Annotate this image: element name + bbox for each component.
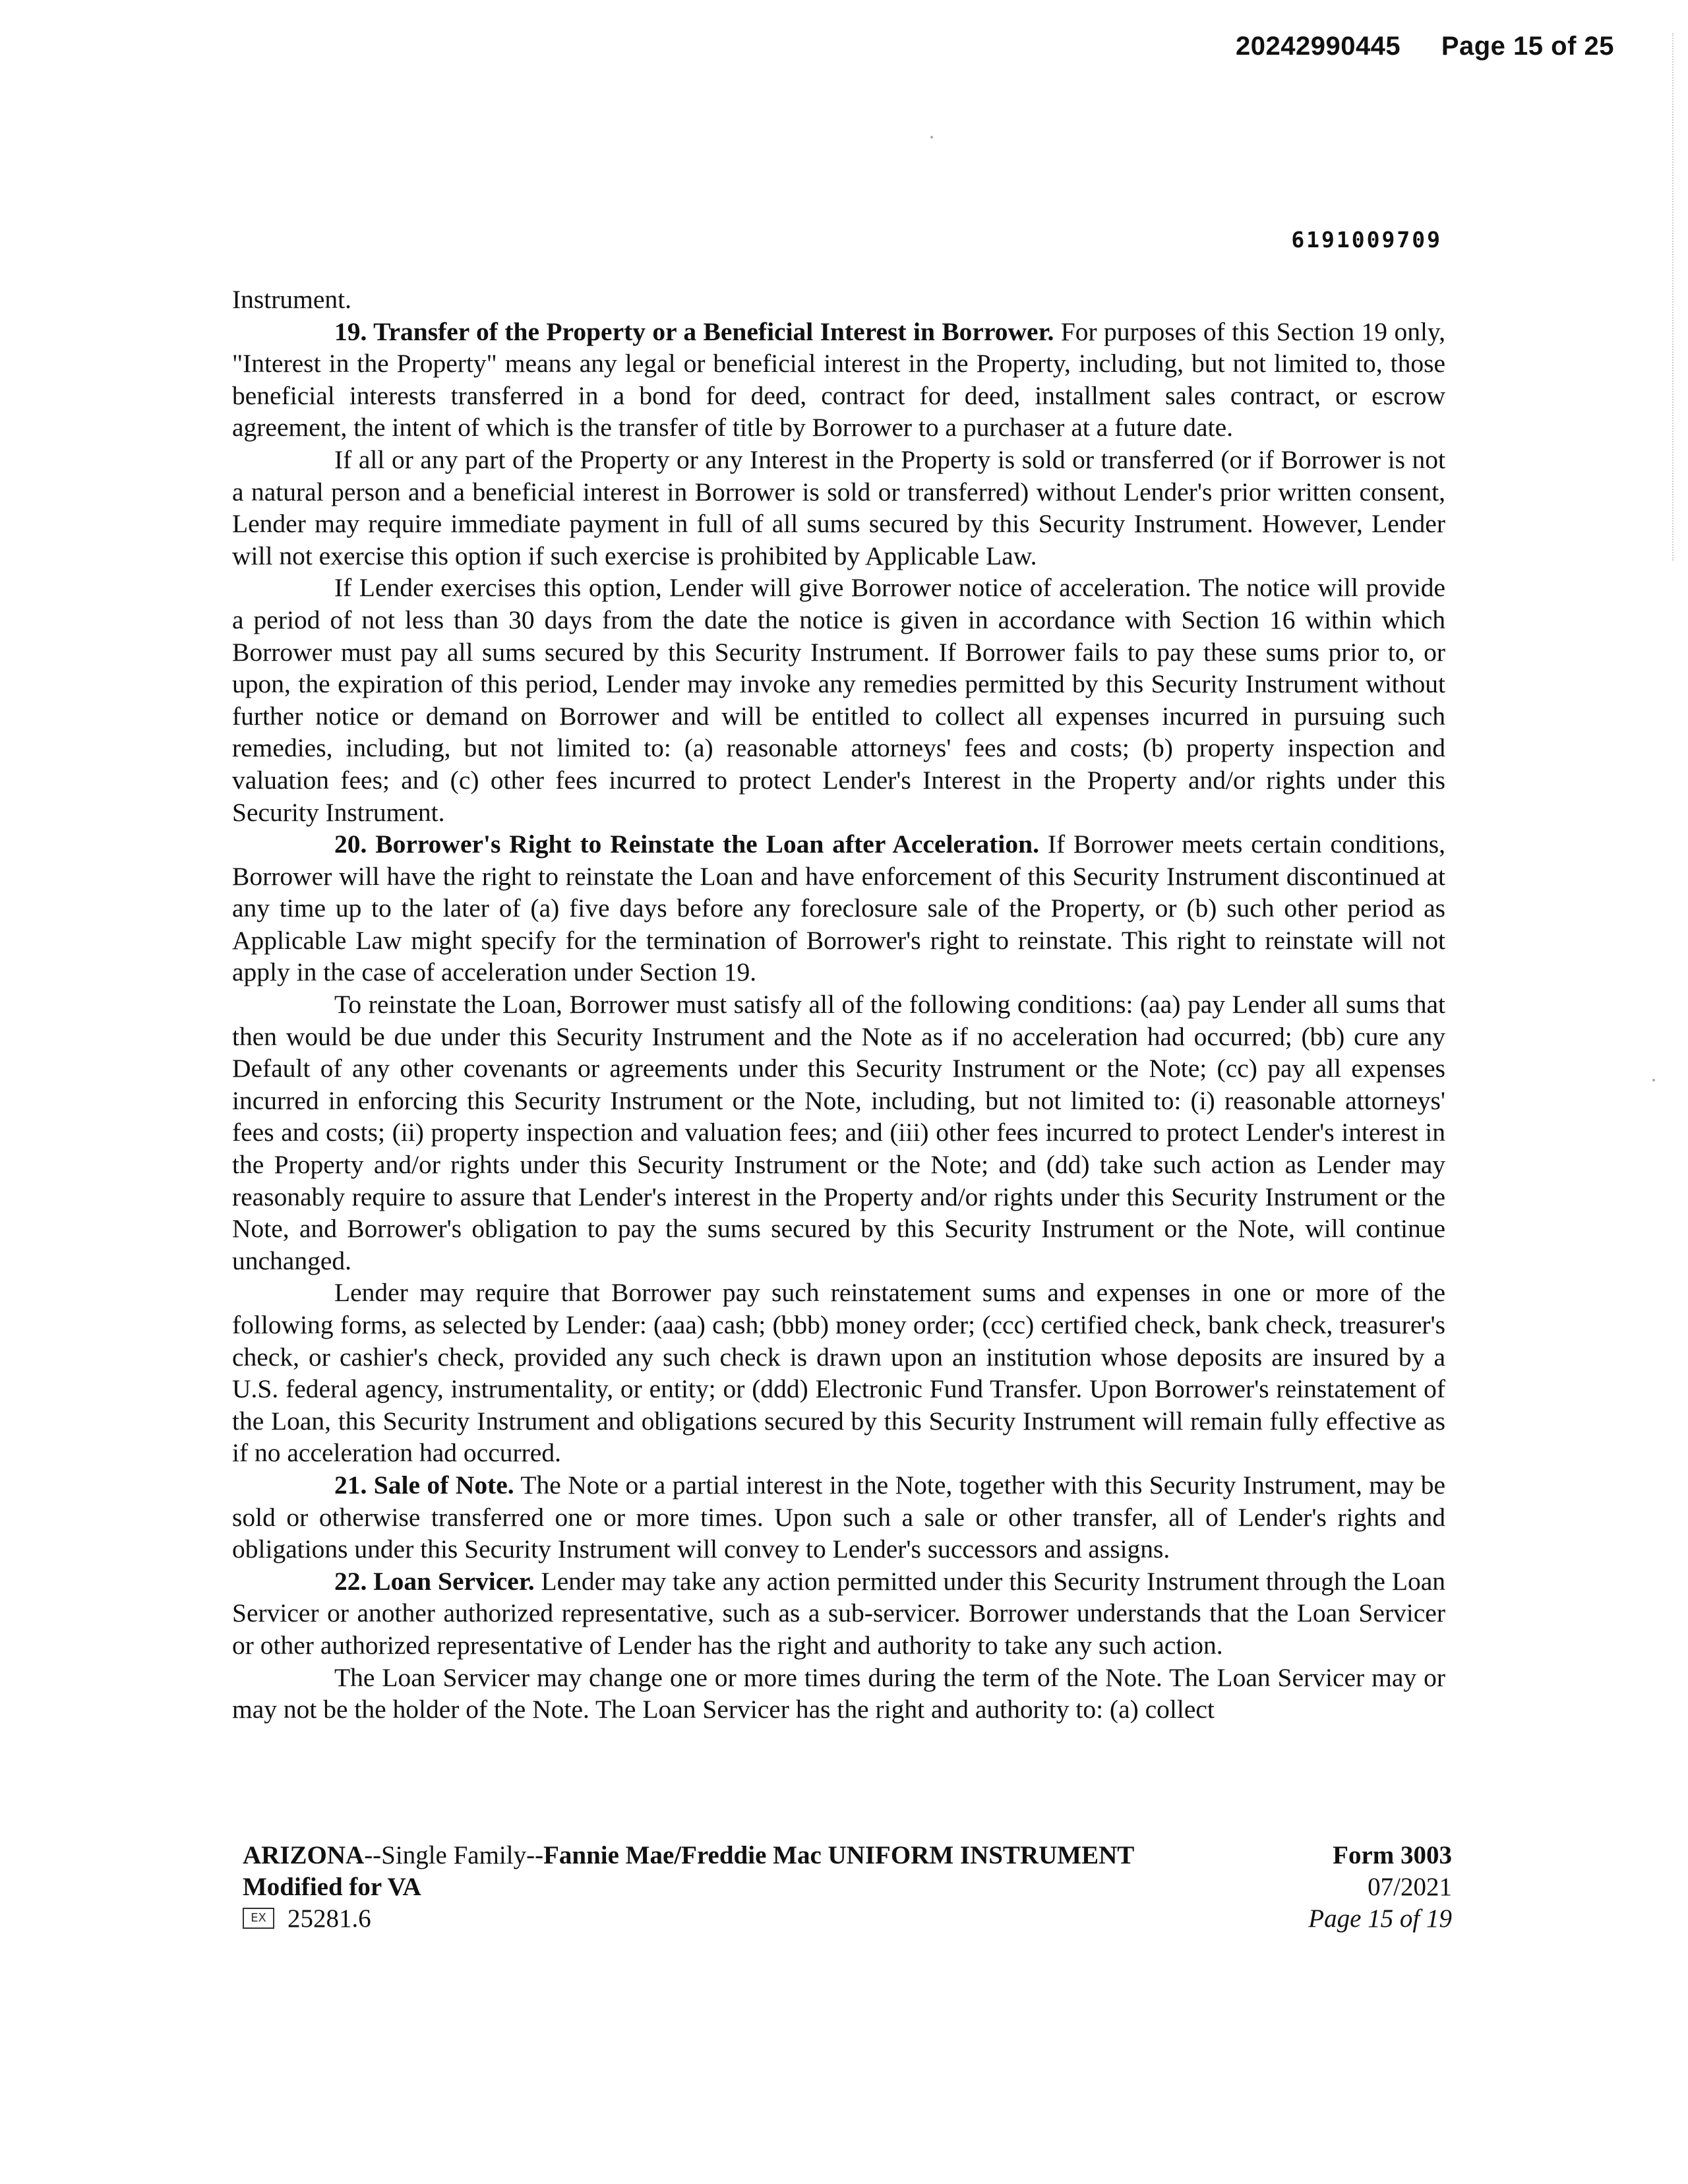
section-22-text: Lender may take any action permitted under this Security Instrument through the Loan Servicer or another authorized representative, such as a sub-servicer. Borrower understands that the Loan Servicer or other authorized representative of Lender has the right and authority to take any such action. <box>232 1566 1445 1660</box>
scan-speck <box>930 136 933 138</box>
scan-edge-marks <box>1670 33 1673 561</box>
ex-logo-icon: EX <box>243 1908 274 1929</box>
footer-state: ARIZONA <box>243 1841 365 1869</box>
recording-header <box>1236 32 1614 61</box>
footer-form-date: 07/2021 <box>1368 1873 1452 1901</box>
section-19-paragraph-2: If all or any part of the Property or any Interest in the Property is sold or transferred (or if Borrower is not a natural person and a beneficial interest in Borrower is sold or transferred) without Lender's prior written consent, Lender may require immediate payment in full of all sums secured by this Security Instrument. However, Lender will not exercise this option if such exercise is prohibited by Applicable Law. <box>232 444 1445 570</box>
section-19-paragraph-3: If Lender exercises this option, Lender will give Borrower notice of acceleration. The notice will provide a period of not less than 30 days from the date the notice is given in accordance with Section 16 within which Borrower must pay all sums secured by this Security Instrument. If Borrower fails to pay these sums prior to, or upon, the expiration of this period, Lender may invoke any remedies permitted by this Security Instrument without further notice or demand on Borrower and will be entitled to collect all expenses incurred in pursuing such remedies, including, but not limited to: (a) reasonable attorneys' fees and costs; (b) property inspection and valuation fees; and (c) other fees incurred to protect Lender's Interest in the Property and/or rights under this Security Instrument. <box>232 573 1445 827</box>
section-21 <box>232 1469 1445 1565</box>
section-22-paragraph-2: The Loan Servicer may change one or more times during the term of the Note. The Loan Servicer may or may not be the holder of the Note. The Loan Servicer has the right and authority to: (a) collect <box>232 1662 1445 1724</box>
section-20-paragraph-2: To reinstate the Loan, Borrower must satisfy all of the following conditions: (aa) pay Lender all sums that then would be due under this Security Instrument and the Note as if no acceleration had occurred; (bb) cure any Default of any other covenants or agreements under this Security Instrument or the Note; (cc) pay all expenses incurred in enforcing this Security Instrument or the Note, including, but not limited to: (i) reasonable attorneys' fees and costs; (ii) property inspection and valuation fees; and (iii) other fees incurred to protect Lender's interest in the Property and/or rights under this Security Instrument or the Note; and (dd) take such action as Lender may reasonably require to assure that Lender's interest in the Property and/or rights under this Security Instrument or the Note, and Borrower's obligation to pay the sums secured by this Security Instrument or the Note, will continue unchanged. <box>232 990 1445 1275</box>
loan-number: 6191009709 <box>1291 227 1442 253</box>
footer-doc-code-line <box>243 1903 1134 1935</box>
footer-right <box>1308 1840 1452 1935</box>
section-19 <box>232 316 1445 444</box>
footer-form-title <box>243 1840 1134 1871</box>
recording-number: 20242990445 <box>1235 32 1401 61</box>
footer-left <box>243 1840 1134 1935</box>
footer-modified: Modified for VA <box>243 1873 421 1901</box>
footer-doc-code: 25281.6 <box>287 1904 371 1933</box>
section-21-heading: 21. Sale of Note. <box>334 1470 514 1500</box>
section-20-paragraph-3: Lender may require that Borrower pay such reinstatement sums and expenses in one or more of the following forms, as selected by Lender: (aaa) cash; (bbb) money order; (ccc) certified check, bank check, treasurer's check, or cashier's check, provided any such check is drawn upon an institution whose deposits are insured by a U.S. federal agency, instrumentality, or entity; or (ddd) Electronic Fund Transfer. Upon Borrower's reinstatement of the Loan, this Security Instrument and obligations secured by this Security Instrument will remain fully effective as if no acceleration had occurred. <box>232 1278 1445 1468</box>
document-body <box>232 284 1445 1726</box>
footer-form-number: Form 3003 <box>1333 1841 1452 1869</box>
section-20 <box>232 828 1445 988</box>
section-20-heading: 20. Borrower's Right to Reinstate the Loan after Acceleration. <box>334 830 1039 859</box>
recording-page-count: Page 15 of 25 <box>1441 32 1614 61</box>
footer-form-page: Page 15 of 19 <box>1308 1904 1452 1933</box>
scan-speck <box>1652 1079 1655 1081</box>
paragraph-continuation: Instrument. <box>232 285 352 314</box>
section-21-text: The Note or a partial interest in the Note, together with this Security Instrument, may be sold or otherwise transferred one or more times. Upon such a sale or other transfer, all of Lender's rights and obligations under this Security Instrument will convey to Lender's successors and assigns. <box>232 1470 1445 1564</box>
section-22 <box>232 1565 1445 1662</box>
section-19-heading: 19. Transfer of the Property or a Beneficial Interest in Borrower. <box>334 317 1054 346</box>
footer-issuer: Fannie Mae/Freddie Mac UNIFORM INSTRUMENT <box>543 1841 1135 1869</box>
section-22-heading: 22. Loan Servicer. <box>334 1566 535 1596</box>
footer-separator: --Single Family-- <box>364 1841 544 1869</box>
section-19-text: For purposes of this Section 19 only, "Interest in the Property" means any legal or beneficial interest in the Property, including, but not limited to, those beneficial interests transferred in a bond for deed, contract for deed, installment sales contract, or escrow agreement, the intent of which is the transfer of title by Borrower to a purchaser at a future date. <box>232 317 1445 442</box>
section-20-text: If Borrower meets certain conditions, Borrower will have the right to reinstate the Loan and have enforcement of this Security Instrument discontinued at any time up to the later of (a) five days before any foreclosure sale of the Property, or (b) such other period as Applicable Law might specify for the termination of Borrower's right to reinstate. This right to reinstate will not apply in the case of acceleration under Section 19. <box>232 830 1445 987</box>
